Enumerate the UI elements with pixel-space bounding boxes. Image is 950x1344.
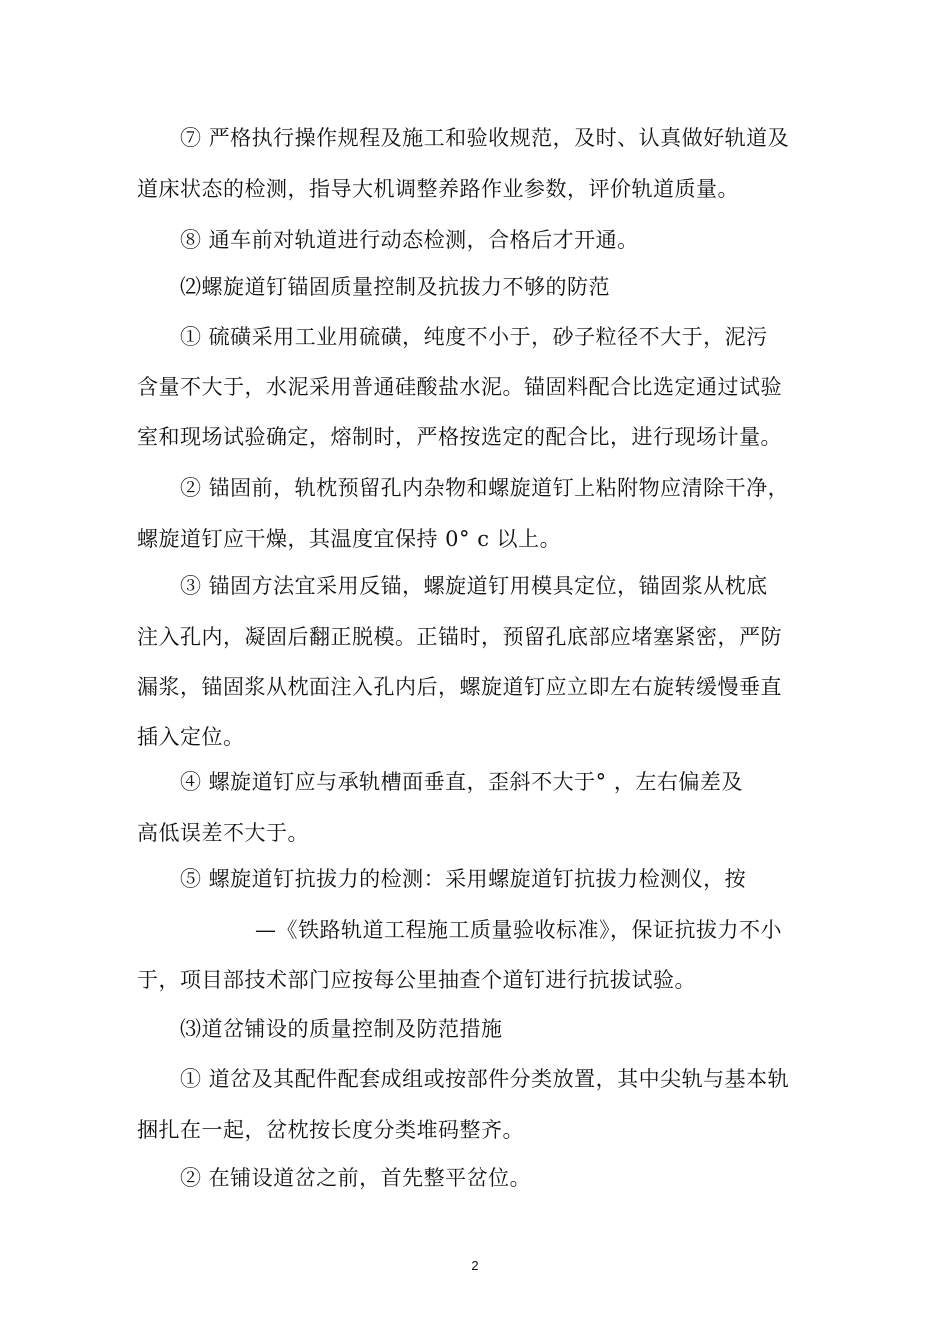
text-line: ④ 螺旋道钉应与承轨槽面垂直，歪斜不大于° ，左右偏差及 [180,770,743,794]
text-line: 插入定位。 [137,725,245,749]
page-number: 2 [471,1258,479,1273]
text-line: ② 锚固前，轨枕预留孔内杂物和螺旋道钉上粘附物应清除干净， [180,476,790,500]
text-line: ① 道岔及其配件配套成组或按部件分类放置，其中尖轨与基本轨 [180,1067,790,1091]
text-line: 室和现场试验确定，熔制时，严格按选定的配合比，进行现场计量。 [137,425,782,449]
text-line: ⑵螺旋道钉锚固质量控制及抗拔力不够的防范 [180,275,610,299]
text-line: 漏浆，锚固浆从枕面注入孔内后，螺旋道钉应立即左右旋转缓慢垂直 [137,675,782,699]
text-line: ⑶道岔铺设的质量控制及防范措施 [180,1017,503,1041]
text-line: 道床状态的检测，指导大机调整养路作业参数，评价轨道质量。 [137,177,739,201]
text-line: 含量不大于，水泥采用普通硅酸盐水泥。锚固料配合比选定通过试验 [137,375,782,399]
text-line: ② 在铺设道岔之前，首先整平岔位。 [180,1166,532,1190]
text-line: ⑤ 螺旋道钉抗拔力的检测：采用螺旋道钉抗拔力检测仪，按 [180,867,747,891]
text-line: ③ 锚固方法宜采用反锚，螺旋道钉用模具定位，锚固浆从枕底 [180,574,768,598]
text-line: 于，项目部技术部门应按每公里抽查个道钉进行抗拔试验。 [137,968,696,992]
text-line: 注入孔内，凝固后翻正脱模。正锚时，预留孔底部应堵塞紧密，严防 [137,625,782,649]
text-line: —《铁路轨道工程施工质量验收标准》，保证抗拔力不小 [255,918,782,942]
text-line: ⑧ 通车前对轨道进行动态检测，合格后才开通。 [180,228,639,252]
text-line: 高低误差不大于。 [137,821,309,845]
text-line: ⑦ 严格执行操作规程及施工和验收规范，及时、认真做好轨道及 [180,126,790,150]
text-line: ① 硫磺采用工业用硫磺，纯度不小于，砂子粒径不大于，泥污 [180,325,768,349]
text-line: 螺旋道钉应干燥，其温度宜保持 0° c 以上。 [137,527,562,551]
text-line: 捆扎在一起，岔枕按长度分类堆码整齐。 [137,1118,524,1142]
